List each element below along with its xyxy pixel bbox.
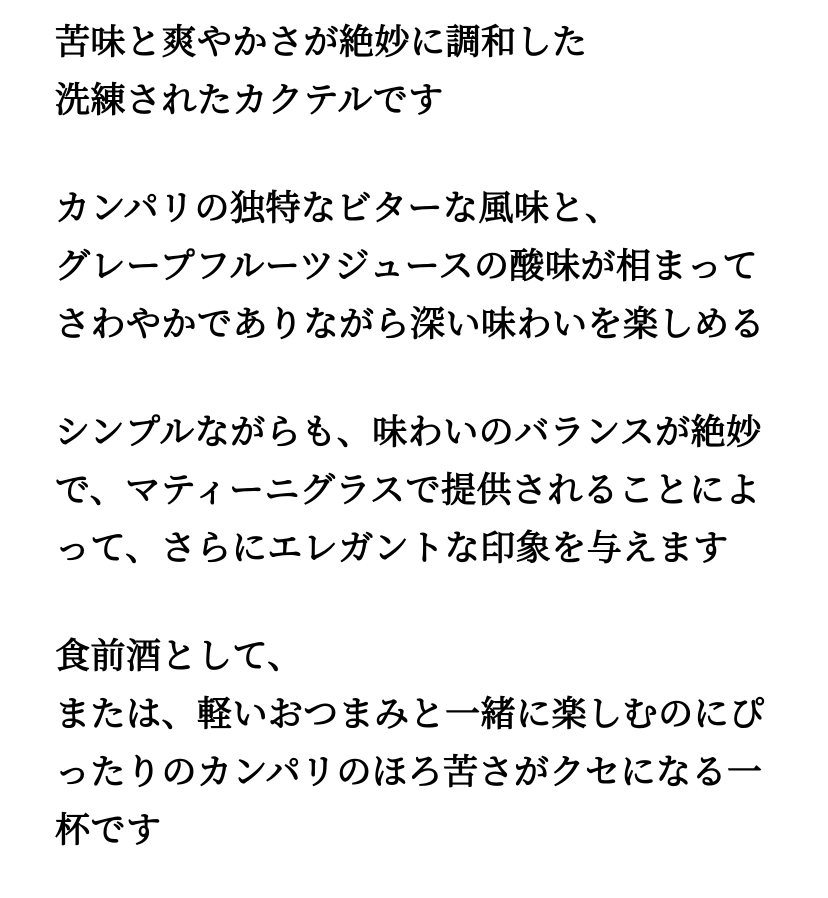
paragraph-flavor (55, 180, 788, 354)
text-line: グレープフルーツジュースの酸味が相まって (55, 247, 759, 286)
paragraph-balance (55, 404, 788, 578)
text-line: 杯です (55, 811, 162, 850)
text-line: または、軽いおつまみと一緒に楽しむのにぴ (55, 695, 765, 734)
text-line: 洗練されたカクテルです (55, 81, 444, 120)
text-line: シンプルながらも、味わいのバランスが絶妙 (55, 413, 762, 452)
paragraph-serving (55, 628, 788, 860)
text-line: で、マティーニグラスで提供されることによ (55, 471, 761, 510)
paragraph-intro (55, 14, 788, 130)
text-line: 苦味と爽やかさが絶妙に調和した (55, 23, 588, 62)
text-line: 食前酒として、 (55, 637, 303, 676)
text-line: って、さらにエレガントな印象を与えます (55, 529, 729, 568)
text-line: ったりのカンパリのほろ苦さがクセになる一 (55, 753, 763, 792)
text-line: さわやかでありながら深い味わいを楽しめる (55, 305, 766, 344)
text-line: カンパリの独特なビターな風味と、 (55, 189, 621, 228)
